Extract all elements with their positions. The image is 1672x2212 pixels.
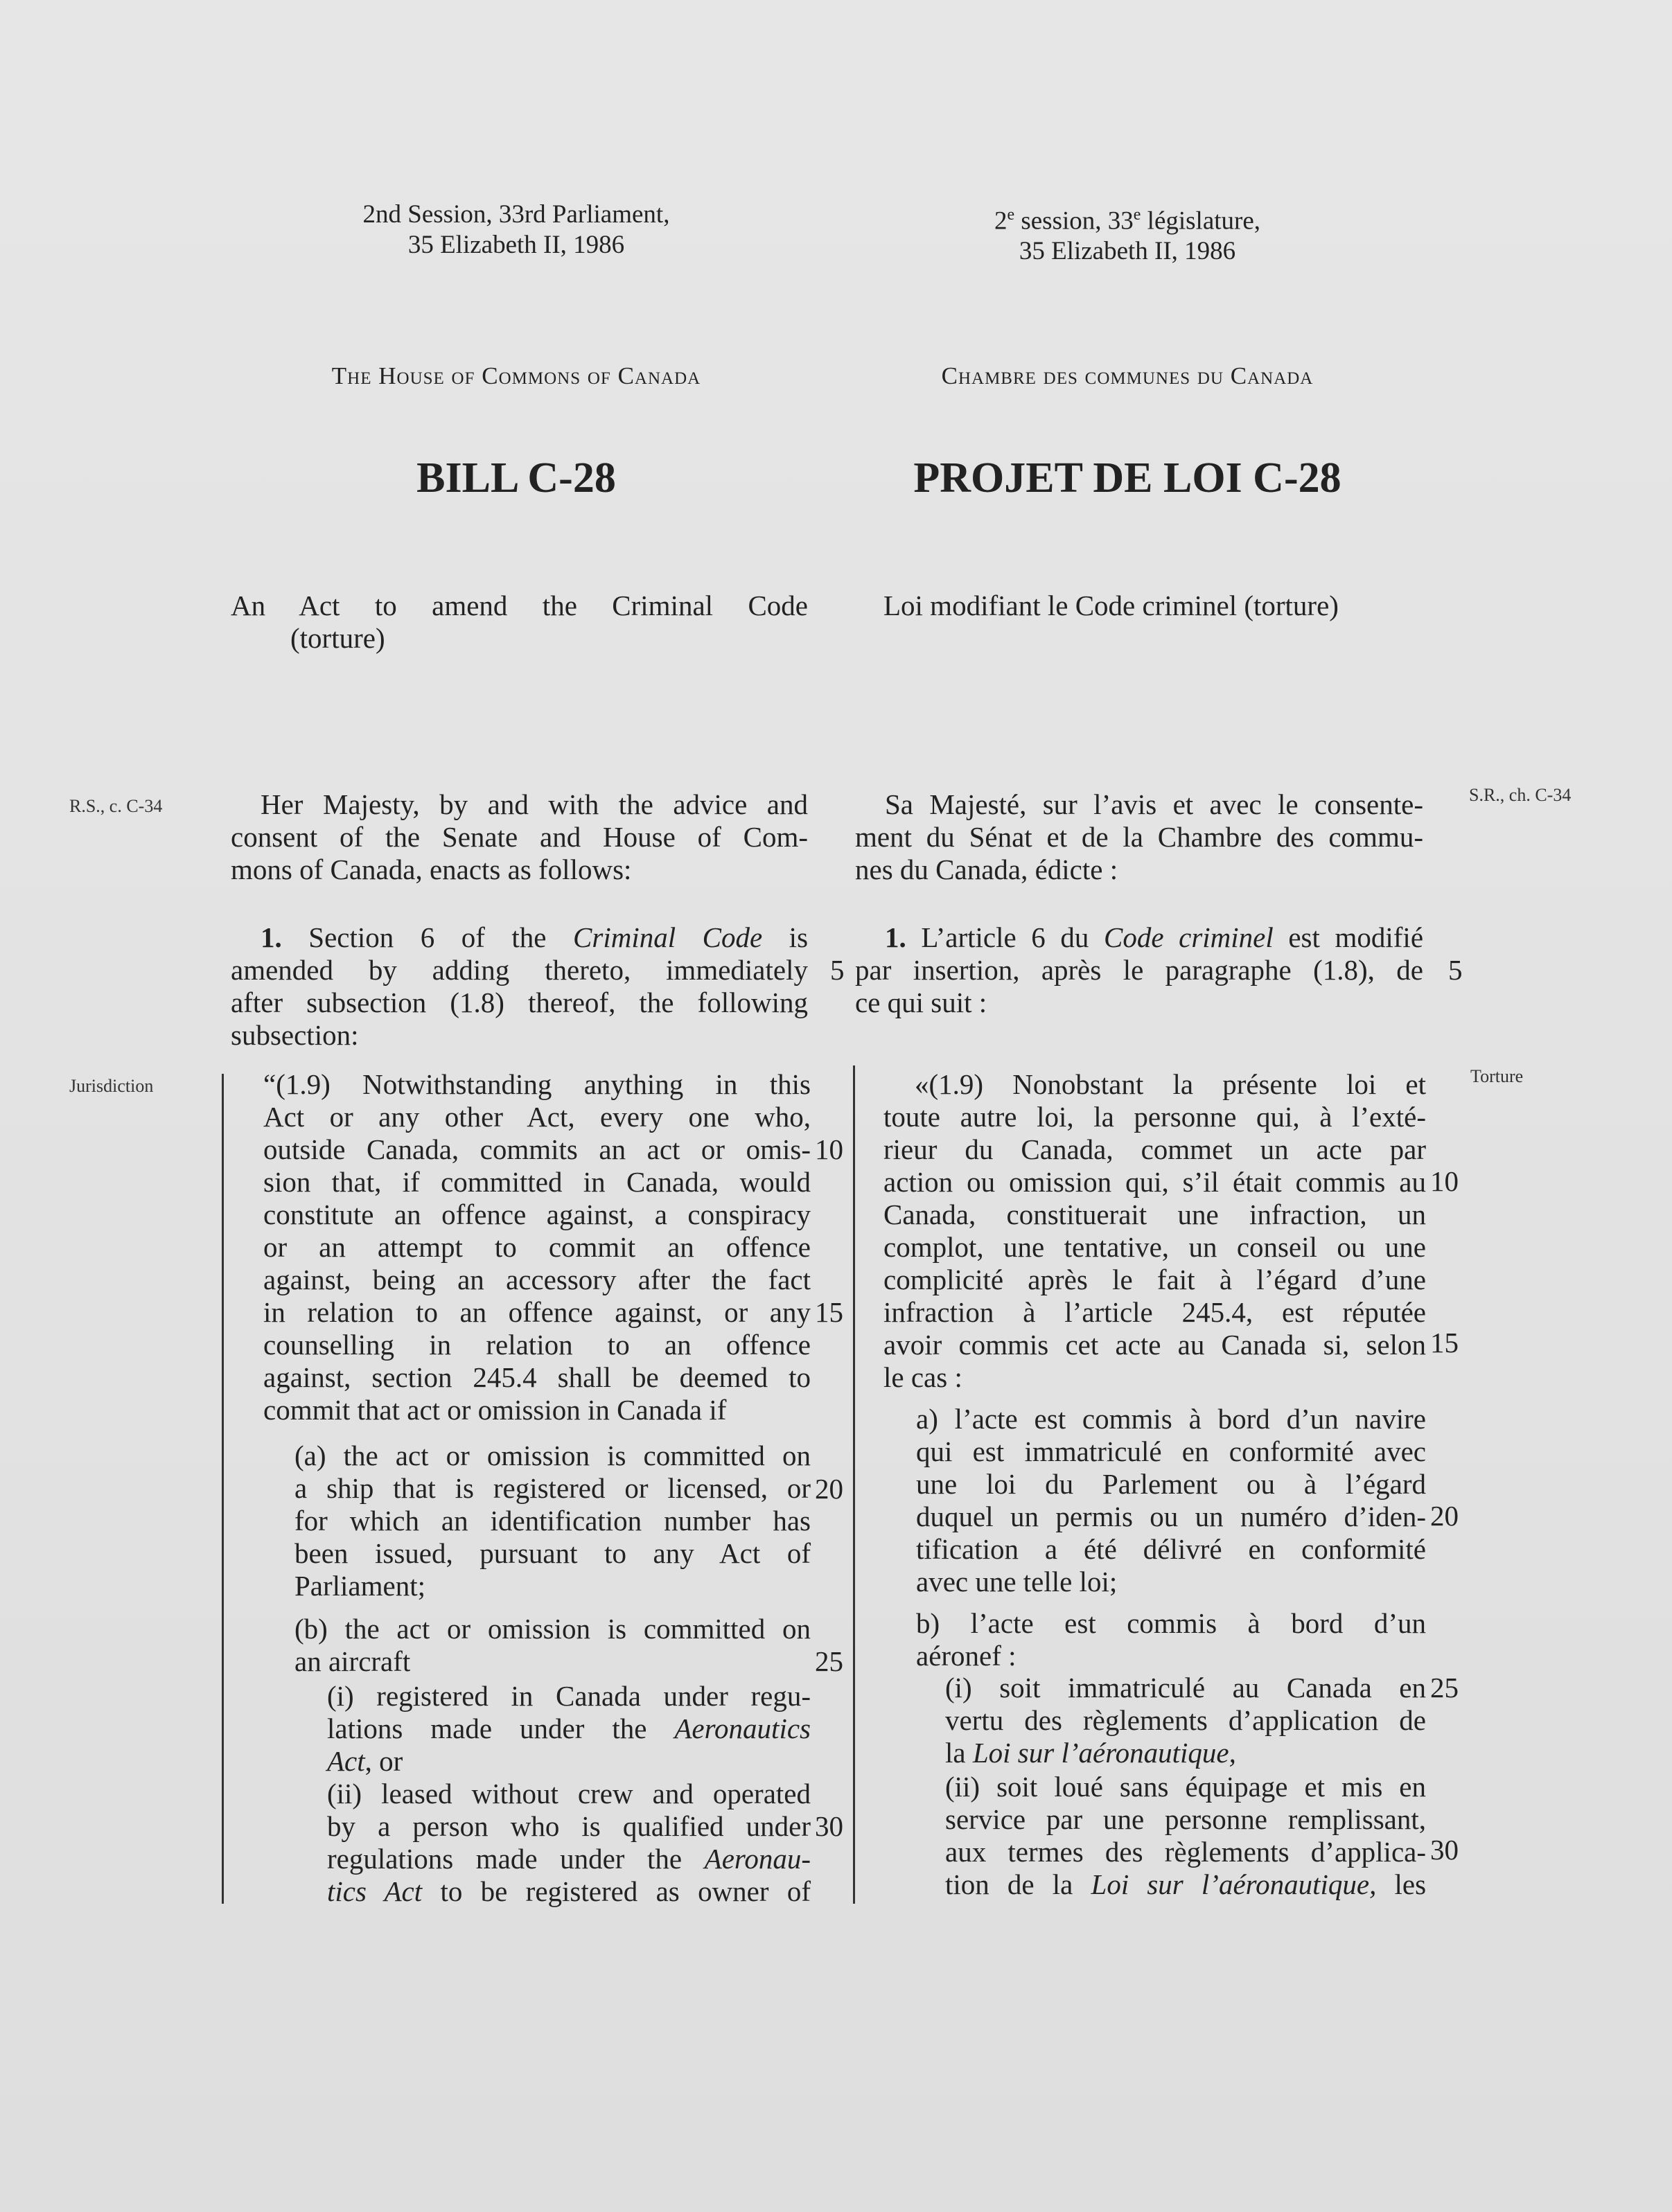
fr-enacting-clause	[855, 788, 1423, 886]
fr-sub19-line: infraction à l’article 245.4, est réputée	[883, 1296, 1426, 1328]
en-sub19-line: constitute an offence against, a conspiracy	[263, 1198, 811, 1230]
en-sub-i-text: lations made under the	[327, 1713, 647, 1744]
fr-amendment-bar	[853, 1065, 855, 1904]
fr-section-1-line	[855, 921, 1423, 954]
en-sub19-line: in relation to an offence against, or any	[263, 1296, 811, 1328]
en-sub19-line: or an attempt to commit an offence	[263, 1231, 811, 1263]
fr-subsection-1-9	[883, 1068, 1426, 1394]
en-sub-ii-line: by a person who is qualified under	[327, 1810, 811, 1842]
en-session-header	[229, 200, 804, 260]
fr-margin-note-torture: Torture	[1470, 1066, 1524, 1086]
en-act-title-line-1: An Act to amend the Criminal Code	[231, 590, 808, 621]
en-enact-line: consent of the Senate and House of Com-	[231, 821, 808, 853]
en-enact-line: Her Majesty, by and with the advice and	[261, 788, 808, 820]
en-enact-line: mons of Canada, enacts as follows:	[231, 853, 632, 885]
en-line-number-30: 30	[815, 1810, 843, 1842]
en-sub19-line: Act or any other Act, every one who,	[263, 1101, 811, 1133]
en-sub-i-italic: Aeronautics	[674, 1713, 811, 1744]
en-sub-ii-line	[327, 1843, 811, 1875]
fr-sub19-line: le cas :	[883, 1361, 962, 1393]
en-para-a-line: (a) the act or omission is committed on	[294, 1440, 811, 1471]
en-sub19-line: commit that act or omission in Canada if	[263, 1394, 727, 1426]
fr-enact-line: nes du Canada, édicte :	[855, 853, 1118, 885]
fr-line-number-20: 20	[1430, 1500, 1459, 1532]
fr-house-title: Chambre des communes du Canada	[941, 362, 1314, 389]
en-amendment-bar	[222, 1074, 224, 1904]
fr-s1-text: L’article 6 du	[921, 921, 1089, 953]
fr-paragraph-a	[916, 1403, 1426, 1598]
en-subparagraph-ii	[327, 1778, 811, 1908]
fr-sub-i-line: (i) soit immatriculé au Canada en	[945, 1672, 1426, 1704]
en-sub-ii-italic: tics Act	[327, 1875, 423, 1907]
en-subparagraph-i	[327, 1680, 811, 1778]
fr-sub-i-italic: Loi sur l’aéronautique,	[972, 1737, 1236, 1769]
fr-para-b-line: aéronef :	[916, 1640, 1017, 1672]
fr-para-a-line: une loi du Parlement ou à l’égard	[916, 1468, 1426, 1500]
fr-section-1	[855, 921, 1423, 1019]
fr-s1-text: est modifié	[1288, 921, 1424, 953]
en-subsection-1-9	[263, 1068, 811, 1426]
fr-sub19-line: toute autre loi, la personne qui, à l’exté-	[883, 1101, 1426, 1133]
en-para-a-line: been issued, pursuant to any Act of	[294, 1537, 811, 1569]
en-act-title	[231, 590, 808, 655]
fr-sub-i-line	[945, 1737, 1426, 1769]
en-s1-text: Section 6 of the	[308, 921, 547, 953]
en-s1-text: is	[789, 921, 809, 953]
en-section-1-line: amended by adding thereto, immediately	[231, 954, 808, 986]
fr-sub-ii-line: service par une personne remplissant,	[945, 1803, 1426, 1835]
en-section-number: 1.	[261, 921, 282, 953]
fr-section-1-line: ce qui suit :	[855, 986, 987, 1018]
fr-subparagraph-ii	[945, 1771, 1426, 1901]
en-line-number-5: 5	[830, 954, 845, 986]
fr-line-number-25: 25	[1430, 1672, 1459, 1704]
en-session-line-2: 35 Elizabeth II, 1986	[407, 231, 625, 259]
fr-para-a-line: avec une telle loi;	[916, 1566, 1118, 1598]
fr-line-number-30: 30	[1430, 1834, 1459, 1866]
en-section-1	[231, 921, 808, 1052]
fr-session-line-1: 2e session, 33e législature,	[994, 206, 1261, 236]
fr-subparagraph-i	[945, 1672, 1426, 1769]
en-section-1-line	[231, 921, 808, 954]
fr-s1-italic: Code criminel	[1103, 921, 1274, 953]
en-sub19-line: “(1.9) Notwithstanding anything in this	[263, 1068, 811, 1100]
en-margin-note-jurisdiction: Jurisdiction	[69, 1076, 154, 1096]
fr-sub-ii-text: les	[1394, 1868, 1427, 1900]
fr-sub19-line: complot, une tentative, un conseil ou une	[883, 1231, 1426, 1263]
fr-act-title: Loi modifiant le Code criminel (torture)	[883, 590, 1339, 621]
fr-sub19-line: complicité après le fait à l’égard d’une	[883, 1264, 1426, 1295]
en-para-a-line: a ship that is registered or licensed, or	[294, 1472, 811, 1504]
en-sub-ii-italic: Aeronau-	[704, 1843, 811, 1875]
fr-sub-i-text: la	[945, 1737, 966, 1769]
en-sub-i-line	[327, 1713, 811, 1745]
en-line-number-25: 25	[815, 1645, 843, 1677]
fr-paragraph-b	[916, 1607, 1426, 1672]
en-sub-ii-line: (ii) leased without crew and operated	[327, 1778, 811, 1810]
en-paragraph-a	[294, 1440, 811, 1602]
fr-enact-line: Sa Majesté, sur l’avis et avec le consente-	[885, 788, 1423, 820]
fr-section-number: 1.	[885, 921, 906, 953]
fr-sub19-line: avoir commis cet acte au Canada si, selon	[883, 1329, 1426, 1361]
en-sub-i-line: (i) registered in Canada under regu-	[327, 1680, 811, 1712]
en-section-1-line: subsection:	[231, 1019, 359, 1051]
en-enacting-clause	[231, 788, 808, 886]
fr-para-b-line: b) l’acte est commis à bord d’un	[916, 1607, 1426, 1639]
fr-para-a-line: duquel un permis ou un numéro d’iden-	[916, 1501, 1426, 1532]
fr-line-number-10: 10	[1430, 1165, 1459, 1197]
en-para-b-line: (b) the act or omission is committed on	[294, 1613, 811, 1645]
fr-sub-i-line: vertu des règlements d’application de	[945, 1704, 1426, 1736]
fr-sub-ii-italic: Loi sur l’aéronautique,	[1091, 1868, 1377, 1900]
en-sub-ii-text: to be registered as owner of	[440, 1875, 811, 1907]
fr-session-line-2: 35 Elizabeth II, 1986	[1019, 237, 1236, 266]
en-sub19-line: counselling in relation to an offence	[263, 1329, 811, 1361]
fr-sub19-line: action ou omission qui, s’il était commis au	[883, 1166, 1426, 1198]
en-sub19-line: outside Canada, commits an act or omis-	[263, 1133, 811, 1165]
fr-sub19-line: rieur du Canada, commet un acte par	[883, 1133, 1426, 1165]
en-s1-italic: Criminal Code	[573, 921, 763, 953]
en-line-number-20: 20	[815, 1473, 843, 1505]
en-para-b-line: an aircraft	[294, 1645, 411, 1677]
fr-sub-ii-line: (ii) soit loué sans équipage et mis en	[945, 1771, 1426, 1803]
fr-para-a-line: a) l’acte est commis à bord d’un navire	[916, 1403, 1426, 1435]
en-sub-ii-line	[327, 1875, 811, 1908]
fr-line-number-5: 5	[1448, 954, 1463, 986]
fr-enact-line: ment du Sénat et de la Chambre des commu-	[855, 821, 1423, 853]
fr-para-a-line: tification a été délivré en conformité	[916, 1533, 1426, 1565]
en-act-title-line-2: (torture)	[290, 622, 385, 654]
en-sub-i-line	[327, 1745, 811, 1778]
en-sub-ii-text: regulations made under the	[327, 1843, 683, 1875]
en-para-a-line: for which an identification number has	[294, 1505, 811, 1537]
en-margin-note-rs: R.S., c. C-34	[69, 796, 163, 816]
en-sub19-line: sion that, if committed in Canada, would	[263, 1166, 811, 1198]
en-sub19-line: against, section 245.4 shall be deemed to	[263, 1361, 811, 1393]
en-line-number-15: 15	[815, 1296, 843, 1328]
fr-section-1-line: par insertion, après le paragraphe (1.8), de	[855, 954, 1423, 986]
en-sub-i-italic: Act	[327, 1745, 365, 1777]
en-bill-title: BILL C-28	[416, 454, 616, 502]
en-sub-i-text: , or	[364, 1745, 403, 1777]
fr-sub-ii-line	[945, 1868, 1426, 1901]
en-session-line-1: 2nd Session, 33rd Parliament,	[362, 200, 670, 229]
fr-sub-ii-text: tion de la	[945, 1868, 1073, 1900]
en-line-number-10: 10	[815, 1133, 843, 1165]
en-section-1-line: after subsection (1.8) thereof, the following	[231, 986, 808, 1018]
fr-para-a-line: qui est immatriculé en conformité avec	[916, 1435, 1426, 1467]
en-paragraph-b	[294, 1613, 811, 1678]
fr-sub19-line: Canada, constituerait une infraction, un	[883, 1198, 1426, 1230]
fr-sub19-line: «(1.9) Nonobstant la présente loi et	[915, 1068, 1426, 1100]
fr-session-header	[857, 200, 1398, 267]
fr-sub-ii-line: aux termes des règlements d’applica-	[945, 1836, 1426, 1868]
fr-bill-title: PROJET DE LOI C-28	[913, 454, 1341, 502]
fr-margin-note-sr: S.R., ch. C-34	[1469, 785, 1572, 805]
en-para-a-line: Parliament;	[294, 1570, 426, 1602]
en-sub19-line: against, being an accessory after the fact	[263, 1264, 811, 1295]
fr-line-number-15: 15	[1430, 1327, 1459, 1359]
en-house-title: The House of Commons of Canada	[331, 362, 701, 389]
